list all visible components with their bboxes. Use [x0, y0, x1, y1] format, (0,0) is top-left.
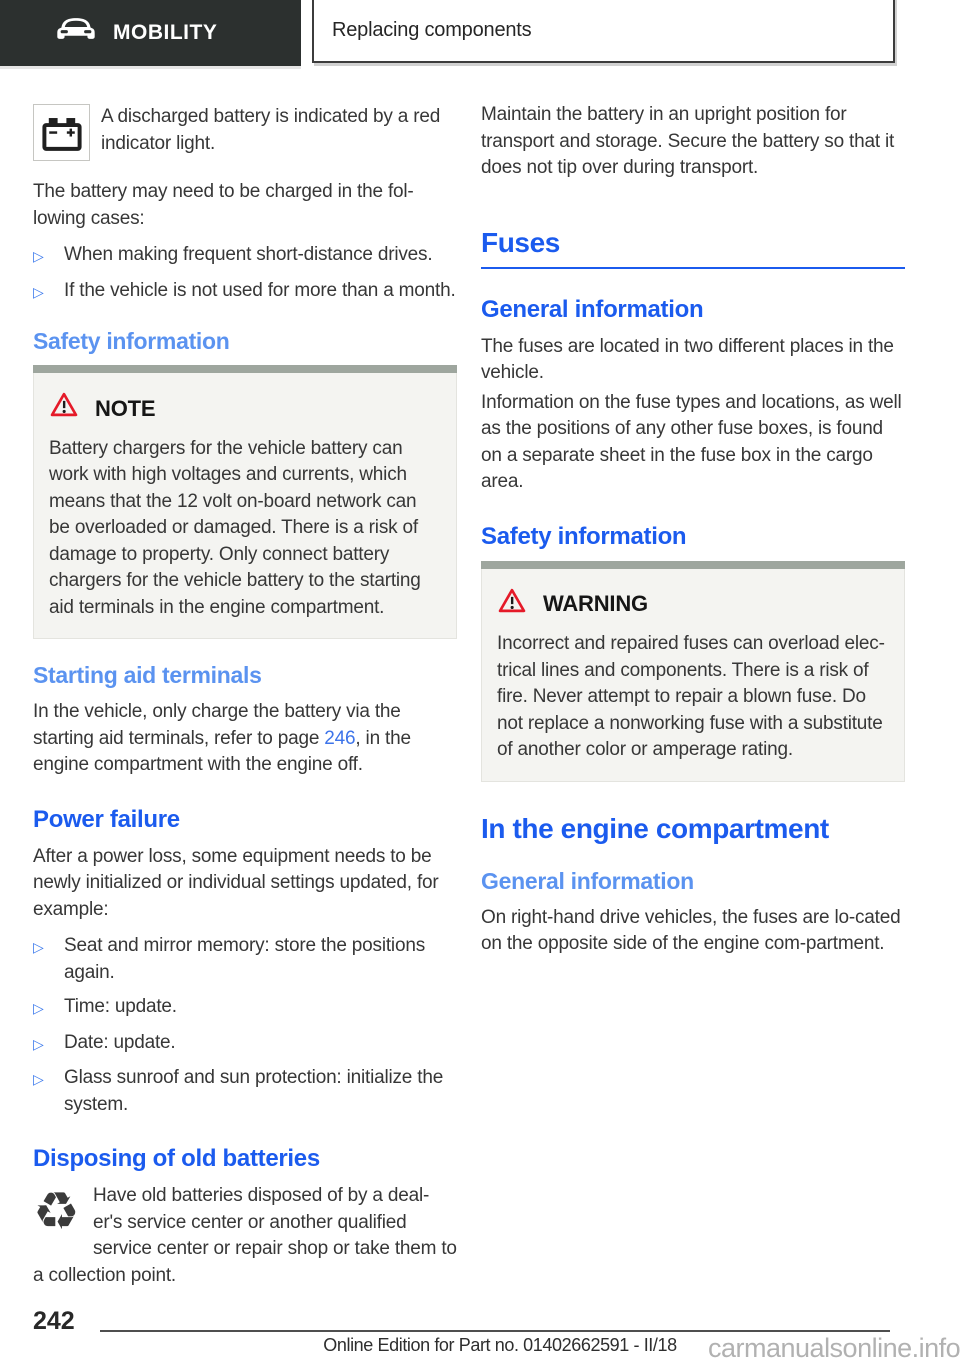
- heading-power-failure: Power failure: [33, 805, 180, 833]
- bullet-text: Glass sunroof and sun protection: initialize the system.: [64, 1067, 444, 1115]
- battery-indicator-text: A discharged battery is indicated by a red indicator light.: [101, 106, 441, 154]
- power-failure-intro: After a power loss, some equipment needs to be newly initialized or individual settings updated, for example:: [33, 845, 439, 920]
- right-column: [481, 102, 905, 1289]
- disposal-block: [33, 1183, 457, 1289]
- car-icon: [55, 15, 97, 51]
- battery-indicator-note: [33, 104, 457, 161]
- two-column-content: [33, 102, 905, 1289]
- fuses-paragraph-2: Information on the fuse types and locations, as well as the positions of any other fuse boxes, is found on a separate sheet in the fuse box in the cargo area.: [481, 391, 902, 492]
- list-item: [33, 242, 457, 270]
- warning-callout: [481, 561, 905, 782]
- starting-aid-paragraph: [33, 699, 457, 779]
- list-item: [33, 1065, 457, 1118]
- warning-label-row: [497, 587, 889, 623]
- note-callout-body: [33, 373, 457, 639]
- heading-in-the-engine-compartment: In the engine compartment: [481, 812, 829, 844]
- chapter-tab: [0, 0, 301, 66]
- page-title-box: [312, 0, 895, 63]
- fuses-paragraph-1: The fuses are located in two different places in the vehicle.: [481, 335, 894, 383]
- starting-aid-text-post: , in the engine compartment with the engine off.: [33, 727, 411, 775]
- charge-bullet-list: [33, 242, 457, 305]
- recycle-icon: ♻: [33, 1183, 80, 1241]
- bullet-text: When making frequent short-distance drives.: [64, 244, 433, 265]
- bullet-triangle-icon: ▷: [33, 248, 44, 264]
- disposal-text: Have old batteries disposed of by a deal-er's service center or another qualified service center or repair shop or take them to a collection point.: [33, 1185, 457, 1286]
- left-column: [33, 102, 457, 1289]
- bullet-triangle-icon: ▷: [33, 939, 44, 955]
- power-failure-bullet-list: [33, 933, 457, 1118]
- note-label-row: [49, 391, 441, 427]
- warning-text: Incorrect and repaired fuses can overload elec-trical lines and components. There is a risk of fire. Never attempt to repair a blown fuse. Do not replace a nonworking fuse with a substitute of another color or amperage rating.: [497, 633, 885, 760]
- heading-general-information: General information: [481, 295, 704, 323]
- list-item: [33, 278, 457, 306]
- warning-callout-body: [481, 569, 905, 782]
- heading-starting-aid-terminals: Starting aid terminals: [33, 662, 262, 688]
- callout-top-bar: [33, 365, 457, 373]
- list-item: [33, 1030, 457, 1058]
- heading-fuses: Fuses: [481, 226, 560, 258]
- transport-paragraph: Maintain the battery in an upright position for transport and storage. Secure the battery so that it does not tip over during transport.: [481, 104, 895, 178]
- charge-intro-paragraph: The battery may need to be charged in the fol-lowing cases:: [33, 181, 414, 229]
- page-reference-link[interactable]: 246: [324, 727, 356, 749]
- edition-note: Online Edition for Part no. 01402662591 - II/18: [323, 1334, 677, 1355]
- warning-label: WARNING: [543, 591, 648, 616]
- bullet-text: Seat and mirror memory: store the positions again.: [64, 935, 425, 983]
- warning-triangle-icon: [49, 391, 79, 427]
- bullet-triangle-icon: ▷: [33, 1035, 44, 1052]
- callout-top-bar: [481, 561, 905, 569]
- bullet-triangle-icon: ▷: [33, 1071, 44, 1087]
- heading-engine-general-information: General information: [481, 867, 694, 894]
- starting-aid-text-pre: In the vehicle, only charge the battery via the starting aid terminals, refer to page: [33, 701, 401, 749]
- heading-safety-information-right: Safety information: [481, 522, 687, 550]
- note-label: NOTE: [95, 395, 156, 421]
- bullet-text: Time: update.: [64, 996, 177, 1017]
- bullet-text: If the vehicle is not used for more than a month.: [64, 279, 456, 301]
- bullet-triangle-icon: ▷: [33, 283, 44, 300]
- fuses-heading-rule: [481, 267, 905, 269]
- watermark: carmanualsonline.info: [708, 1332, 960, 1362]
- engine-paragraph: On right-hand drive vehicles, the fuses are lo-cated on the opposite side of the engine com-partment.: [481, 906, 901, 954]
- heading-safety-information-left: Safety information: [33, 328, 230, 354]
- bullet-triangle-icon: ▷: [33, 1000, 44, 1016]
- chapter-label: MOBILITY: [113, 20, 218, 44]
- bullet-text: Date: update.: [64, 1031, 176, 1053]
- page-number: 242: [33, 1306, 75, 1335]
- list-item: [33, 933, 457, 986]
- heading-disposing-old-batteries: Disposing of old batteries: [33, 1145, 320, 1172]
- note-callout: [33, 365, 457, 639]
- battery-icon: [33, 104, 90, 161]
- warning-triangle-icon: [497, 587, 527, 623]
- note-text: Battery chargers for the vehicle battery can work with high voltages and currents, which means that the 12 volt on-board network can be overloaded or damaged. There is a risk of damage to property. Only connect battery chargers for the vehicle battery to the starting aid terminals in the engine compartment.: [49, 437, 421, 618]
- page-title: Replacing components: [332, 18, 532, 41]
- list-item: [33, 994, 457, 1022]
